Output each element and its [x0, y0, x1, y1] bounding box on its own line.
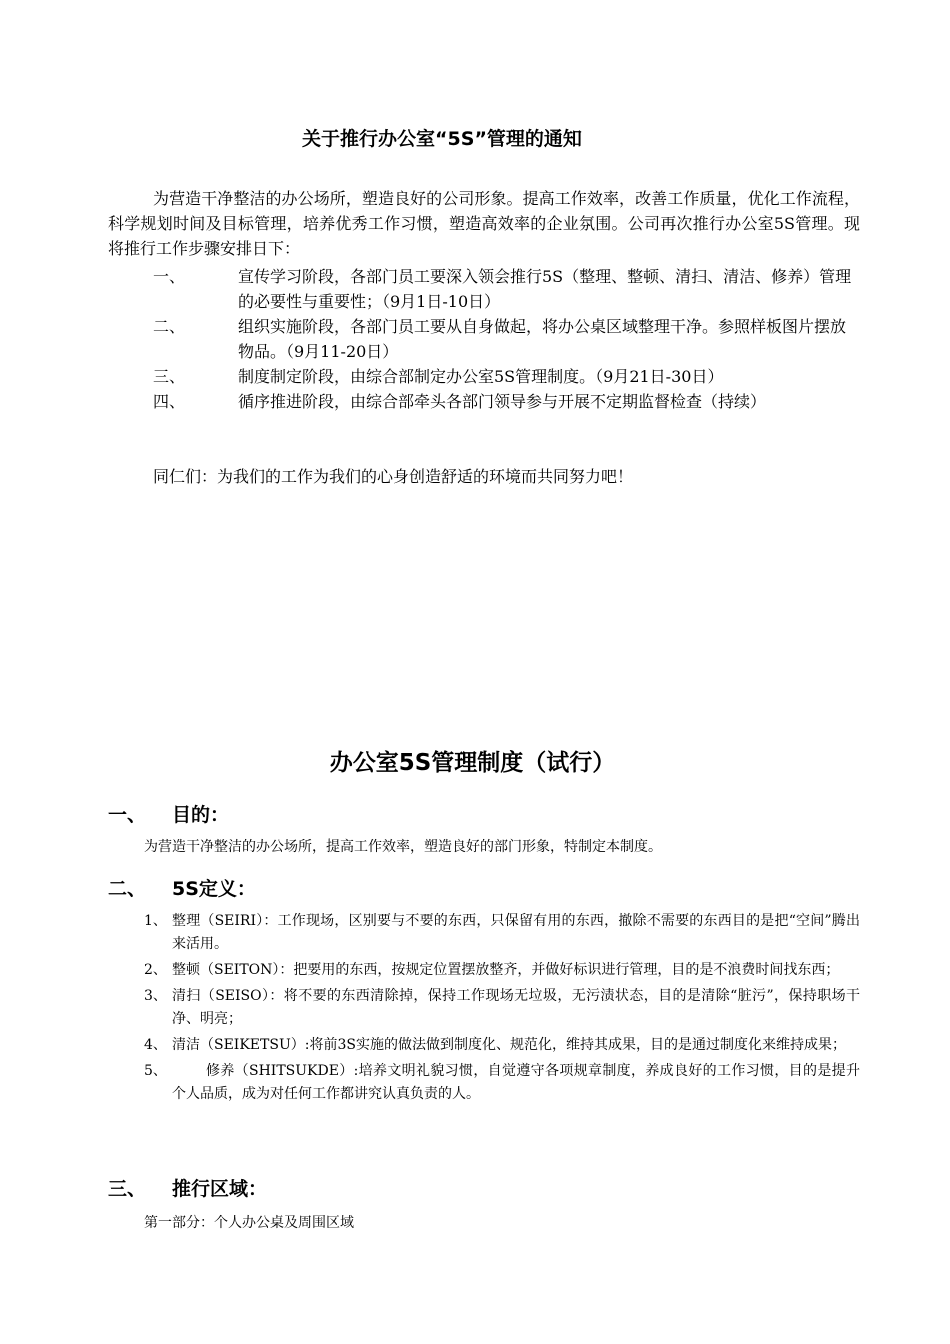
section-label: 推行区域： — [172, 1178, 268, 1200]
section-heading-definitions — [108, 874, 256, 901]
definition-item — [144, 910, 860, 956]
system-title: 办公室5S管理制度（试行） — [329, 750, 616, 776]
step-text: 循序推进阶段，由综合部牵头各部门领导参与开展不定期监督检查（持续） — [238, 392, 767, 411]
notice-intro: 为营造干净整洁的办公场所，塑造良好的公司形象。提高工作效率，改善工作质量，优化工作流程，科学规划时间及目标管理，培养优秀工作习惯，塑造高效率的企业氛围。公司再次推行办公室5S管理。现将推行工作步骤安排日下： — [108, 189, 860, 258]
section-number: 二、 — [108, 878, 147, 900]
definition-text: 清洁（SEIKETSU）:将前3S实施的做法做到制度化、规范化，维持其成果，目的是通过制度化来维持成果； — [172, 1037, 846, 1053]
step-number: 一、 — [153, 267, 186, 286]
definition-number: 3、 — [144, 988, 167, 1004]
notice-step — [108, 364, 860, 389]
definition-item — [144, 959, 860, 982]
definition-number: 5、 — [144, 1063, 167, 1079]
step-number: 四、 — [153, 392, 186, 411]
section-number: 一、 — [108, 804, 147, 826]
step-text: 制度制定阶段，由综合部制定办公室5S管理制度。（9月21日-30日） — [238, 367, 724, 386]
notice-title: 关于推行办公室“5S”管理的通知 — [302, 128, 582, 150]
definition-text: 清扫（SEISO）：将不要的东西清除掉，保持工作现场无垃圾，无污渍状态，目的是清除“脏污”，保持职场干净、明亮； — [172, 988, 860, 1027]
definition-text: 整理（SEIRI）：工作现场，区别要与不要的东西，只保留有用的东西，撤除不需要的东西目的是把“空间”腾出来活用。 — [172, 913, 860, 952]
section-heading-area — [108, 1174, 267, 1201]
section-label: 目的： — [172, 804, 230, 826]
section-heading-purpose — [108, 800, 229, 827]
section-label: 5S定义： — [172, 878, 256, 900]
step-number: 三、 — [153, 367, 186, 386]
definition-number: 2、 — [144, 962, 167, 978]
step-text: 组织实施阶段，各部门员工要从自身做起，将办公桌区域整理干净。参照样板图片摆放物品。（9月11-20日） — [238, 317, 847, 361]
definition-item — [144, 1060, 860, 1106]
step-text: 宣传学习阶段，各部门员工要深入领会推行5S（整理、整顿、清扫、清洁、修养）管理的必要性与重要性；（9月1日-10日） — [238, 267, 852, 311]
definition-text: 整顿（SEITON）：把要用的东西，按规定位置摆放整齐，并做好标识进行管理，目的是不浪费时间找东西； — [172, 962, 840, 978]
notice-step — [108, 314, 860, 364]
definition-list — [144, 910, 860, 1109]
notice-step — [108, 389, 860, 414]
definition-item — [144, 1034, 860, 1057]
purpose-text: 为营造干净整洁的办公场所，提高工作效率，塑造良好的部门形象，特制定本制度。 — [144, 839, 662, 855]
step-number: 二、 — [153, 317, 186, 336]
definition-item — [144, 985, 860, 1031]
definition-text: 修养（SHITSUKDE）:培养文明礼貌习惯，自觉遵守各项规章制度，养成良好的工作习惯，目的是提升个人品质，成为对任何工作都讲究认真负责的人。 — [172, 1063, 860, 1102]
notice-step — [108, 264, 860, 314]
notice-steps — [108, 264, 860, 414]
definition-number: 1、 — [144, 913, 167, 929]
definition-number: 4、 — [144, 1037, 167, 1053]
area-text: 第一部分：个人办公桌及周围区域 — [144, 1215, 354, 1231]
section-number: 三、 — [108, 1178, 147, 1200]
notice-closing: 同仁们：为我们的工作为我们的心身创造舒适的环境而共同努力吧！ — [153, 467, 634, 486]
